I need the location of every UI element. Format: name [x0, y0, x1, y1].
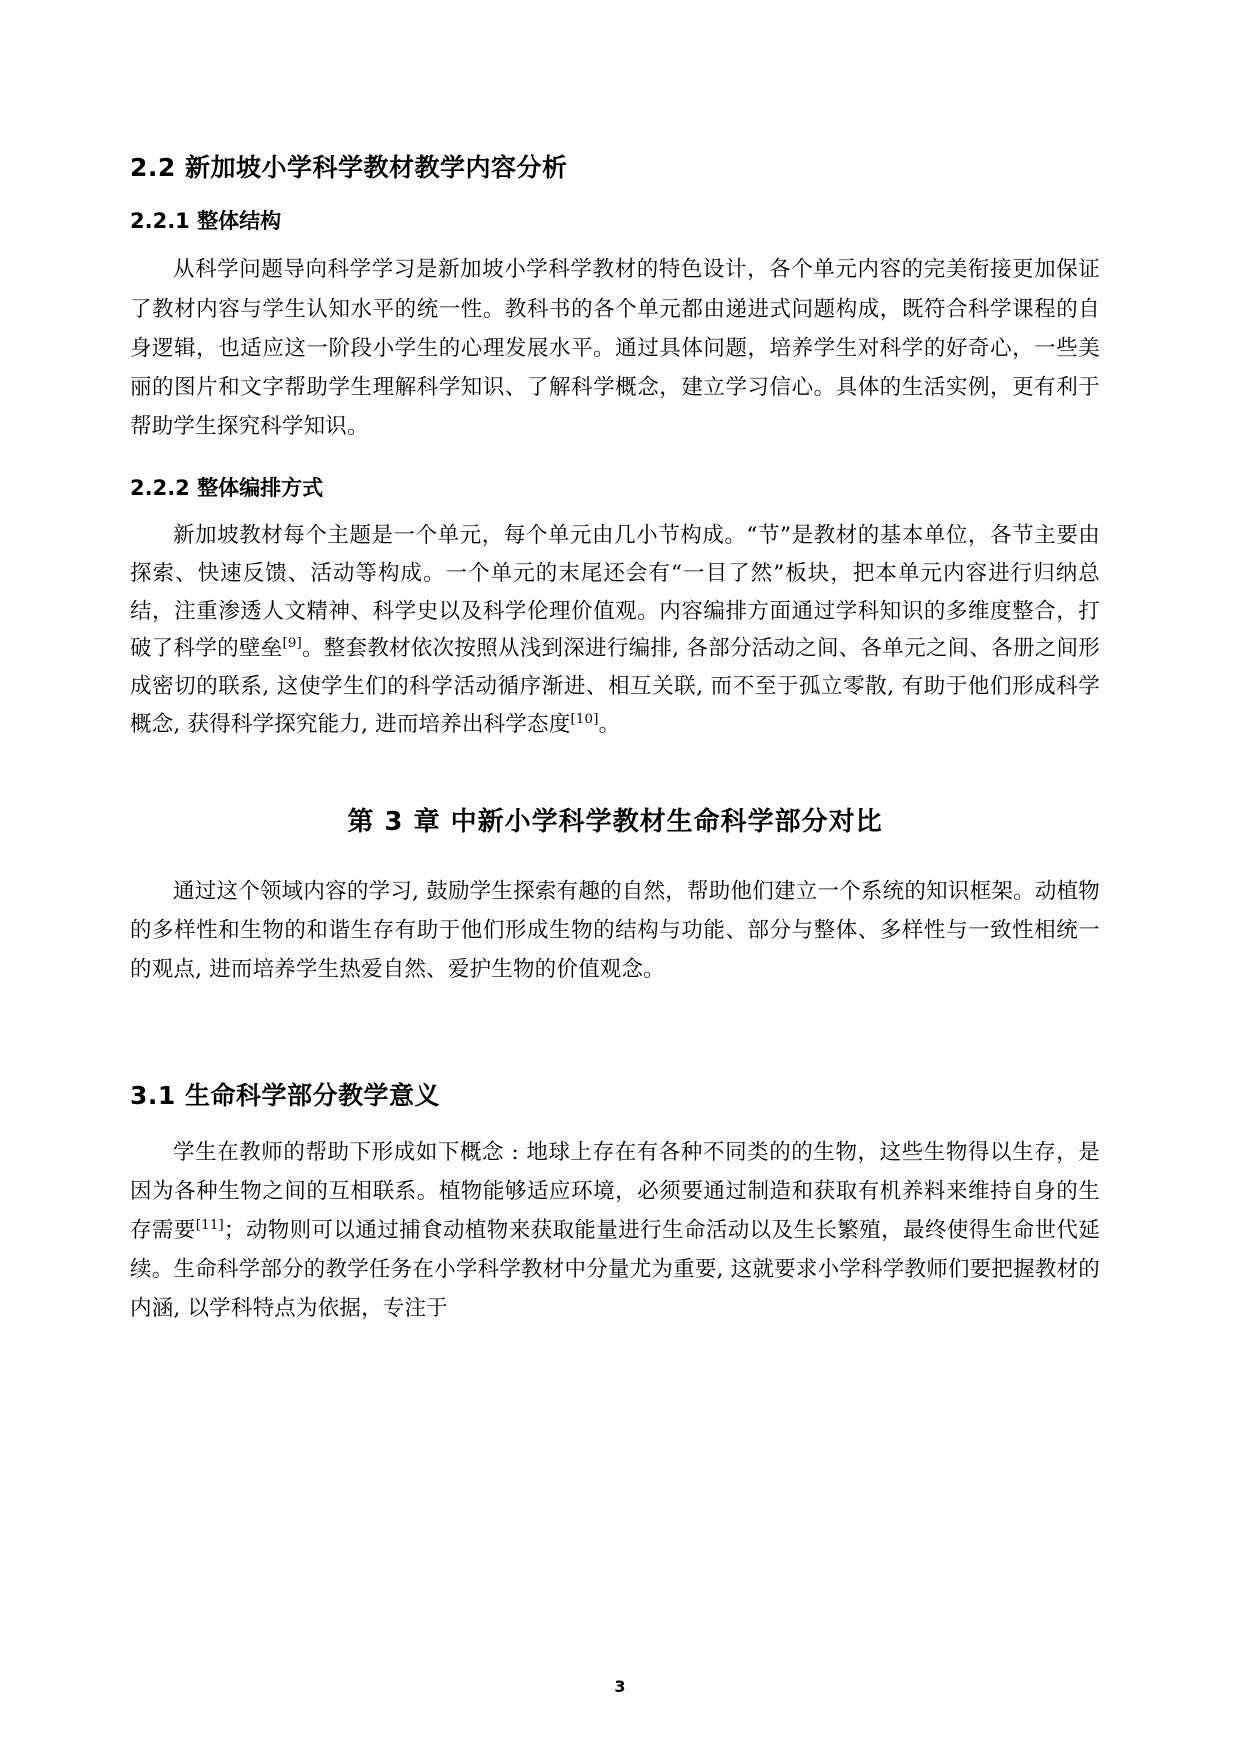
paragraph-2-2-2-text-part-1: 新加坡教材每个主题是一个单元，每个单元由几小节构成。“节”是教材的基本单位，各节主要由探索、快速反馈、活动等构成。一个单元的末尾还会有“一目了然”板块，把本单元内容进行归纳总结，注重渗透人文精神、科学史以及科学伦理价值观。内容编排方面通过学科知识的多维度整合，打破了科学的壁垒	[130, 523, 1100, 662]
paragraph-2-2-2-text-part-3: 。	[598, 711, 621, 737]
reference-marker-11: [11]	[195, 1217, 224, 1233]
paragraph-3-1-text-part-1: 学生在教师的帮助下形成如下概念 : 地球上存在有各种不同类的的生物，这些生物得以生存，是因为各种生物之间的互相联系。植物能够适应环境，必须要通过制造和获取有机养料来维持自身的生存需要	[130, 1139, 1100, 1243]
heading-section-2-2: 2.2 新加坡小学科学教材教学内容分析	[130, 153, 568, 182]
paragraph-3-1	[130, 1133, 1100, 1329]
paragraph-2-2-2-text-part-2: 。整套教材依次按照从浅到深进行编排, 各部分活动之间、各单元之间、各册之间形成密切的联系, 这使学生们的科学活动循序渐进、相互关联, 而不至于孤立零散, 有助于他们形成科学概念, 获得科学探究能力, 进而培养出科学态度	[130, 636, 1100, 737]
paragraph-2-2-2	[130, 517, 1100, 743]
reference-marker-9: [9]	[282, 636, 302, 652]
paragraph-2-2-1: 从科学问题导向科学学习是新加坡小学科学教材的特色设计，各个单元内容的完美衔接更加保证了教材内容与学生认知水平的统一性。教科书的各个单元都由递进式问题构成，既符合科学课程的自身逻辑，也适应这一阶段小学生的心理发展水平。通过具体问题，培养学生对科学的好奇心，一些美丽的图片和文字帮助学生理解科学知识、了解科学概念，建立学习信心。具体的生活实例，更有利于帮助学生探究科学知识。	[130, 257, 1100, 439]
spacer	[130, 462, 1100, 474]
heading-section-3-1: 3.1 生命科学部分教学意义	[130, 1080, 440, 1110]
chapter-3-title: 第 3 章 中新小学科学教材生命科学部分对比	[347, 807, 883, 838]
reference-marker-10: [10]	[570, 711, 599, 727]
paragraph-3-1-text-part-2: ；动物则可以通过捕食动植物来获取能量进行生命活动以及生长繁殖，最终使得生命世代延续。生命科学部分的教学任务在小学科学教材中分量尤为重要, 这就要求小学科学教师们要把握教材的内涵, 以学科特点为依据，专注于	[130, 1217, 1100, 1322]
spacer	[130, 1006, 1100, 1032]
page-number: 3	[614, 1677, 626, 1696]
heading-section-2-2-2: 2.2.2 整体编排方式	[130, 476, 324, 501]
chapter-3-intro-paragraph: 通过这个领域内容的学习, 鼓励学生探索有趣的自然，帮助他们建立一个系统的知识框架。动植物的多样性和生物的和谐生存有助于他们形成生物的结构与功能、部分与整体、多样性与一致性相统一的观点, 进而培养学生热爱自然、爱护生物的价值观念。	[130, 879, 1100, 983]
heading-section-2-2-1: 2.2.1 整体结构	[130, 209, 282, 233]
